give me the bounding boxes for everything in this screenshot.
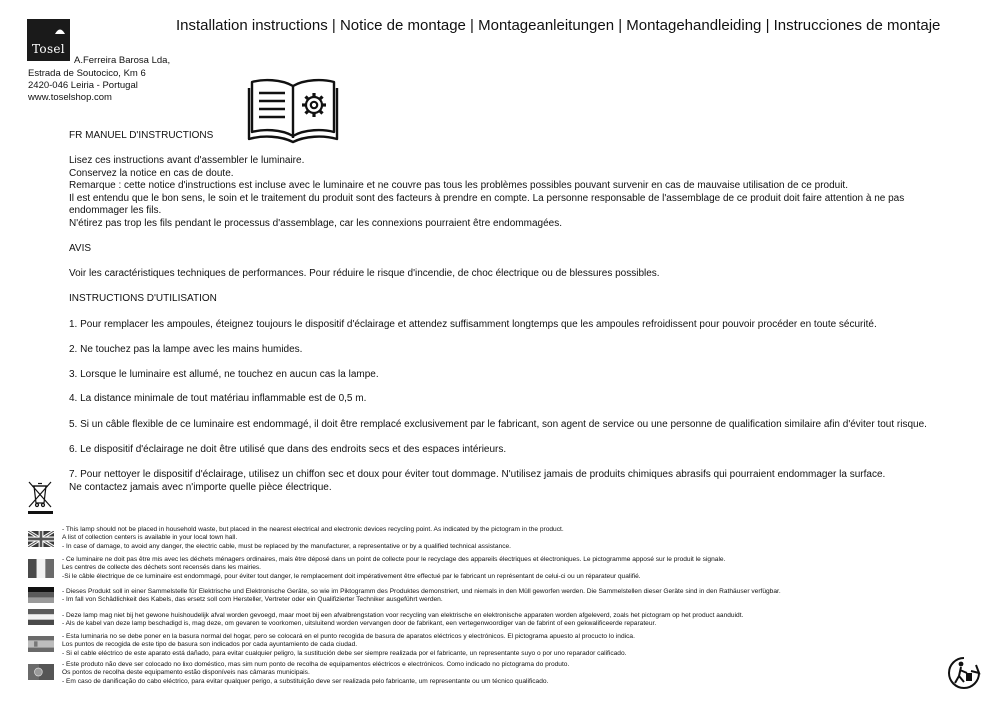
germany-flag-icon	[28, 587, 54, 603]
disposal-line: - This lamp should not be placed in household waste, but placed in the nearest electrical and electronic devices recycling point. As indicated by the pictogram in the product.	[62, 526, 564, 533]
company-website[interactable]: www.toselshop.com	[28, 92, 112, 103]
intro-line: Lisez ces instructions avant d'assembler le luminaire.	[69, 155, 305, 166]
disposal-line: - Este produto não deve ser colocado no lixo doméstico, mas sim num ponto de recolha de equipamentos eléctricos e electrónicos. Como indicado no pictograma do produto.	[62, 661, 570, 668]
avis-heading: AVIS	[69, 243, 92, 254]
company-street: Estrada de Soutocico, Km 6	[28, 68, 146, 79]
disposal-line: Los puntos de recogida de este tipo de basura son indicados por cada ayuntamiento de cada ciudad.	[62, 641, 358, 649]
disposal-fr	[62, 556, 725, 581]
step-7-continued: Ne contactez jamais avec n'importe quelle pièce électrique.	[69, 482, 332, 493]
company-name: A.Ferreira Barosa Lda,	[74, 55, 171, 66]
crossed-bin-icon	[26, 480, 54, 513]
disposal-line: - In case of damage, to avoid any danger, the electric cable, must be replaced by the manufacturer, a representative or by a qualified technical assistance.	[62, 542, 511, 550]
step-5: 5. Si un câble flexible de ce luminaire est endommagé, il doit être remplacé exclusivement par le fabricant, son agent de service ou une personne de qualification similaire afin d'éviter tout risque.	[69, 419, 927, 430]
avis-text: Voir les caractéristiques techniques de performances. Pour réduire le risque d'incendie, de choc électrique ou de blessures possibles.	[69, 268, 660, 279]
step-2: 2. Ne touchez pas la lampe avec les mains humides.	[69, 344, 303, 355]
step-1: 1. Pour remplacer les ampoules, éteignez toujours le dispositif d'éclairage et attendez suffisamment longtemps que les ampoules refroidissent pour pouvoir procéder en toute sécurité.	[69, 319, 877, 330]
disposal-line: - Als de kabel van deze lamp beschadigd is, mag deze, om gevaren te voorkomen, uitsluitend worden vervangen door de fabrikant, een vertegenwoordiger van de fabrint of een gekwalificeerde reparateur.	[62, 620, 657, 628]
france-flag-icon	[28, 559, 54, 578]
lamp-logo-icon	[54, 25, 66, 35]
disposal-en	[62, 526, 564, 551]
disposal-line: Os pontos de recolha deste equipamento estão disponíveis nas câmaras municipais.	[62, 669, 310, 677]
tosel-logo	[27, 19, 70, 61]
intro-line: Conservez la notice en cas de doute.	[69, 167, 234, 179]
company-city: 2420-046 Leiria - Portugal	[28, 80, 138, 91]
manual-heading: FR MANUEL D'INSTRUCTIONS	[69, 130, 214, 141]
book-gear-icon	[247, 76, 339, 151]
disposal-line: -Si le câble électrique de ce luminaire est endommagé, pour éviter tout danger, le remplacement doit impérativement être effectué par le fabricant un représentant de celui-ci ou un réparateur qualifié.	[62, 572, 641, 580]
disposal-nl	[62, 612, 743, 629]
step-4: 4. La distance minimale de tout matériau inflammable est de 0,5 m.	[69, 393, 367, 404]
disposal-pt	[62, 661, 569, 686]
intro-line: Il est entendu que le bon sens, le soin et le traitement du produit sont des facteurs à prendre en compte. La personne responsable de l'assemblage de ce produit doit faire attention à ne pas	[69, 192, 905, 204]
disposal-line: - Dieses Produkt soll in einer Sammelstelle für Elektrische und Elektronische Geräte, so wie im Piktogramm des Produktes demonstriert, und niemals in den Müll geworfen werden. Die Sammelstellen dieser Geräte sind in den Rathäuser verfügbar.	[62, 588, 781, 595]
step-6: 6. Le dispositif d'éclairage ne doit être utilisé que dans des endroits secs et des espaces intérieurs.	[69, 444, 507, 455]
disposal-line: - Deze lamp mag niet bij het gewone huishoudelijk afval worden gevoegd, maar moet bij een afvalbrengstation voor recycling van elektrische en elektronische apparaten worden afgeleverd, zoals het pictogram op het product aanduidt.	[62, 612, 744, 619]
spain-flag-icon	[28, 636, 54, 652]
logo-text: Tosel	[32, 42, 65, 56]
weee-bar	[28, 511, 53, 514]
disposal-line: - Si el cable eléctrico de este aparato está dañado, para evitar cualquier peligro, la sustitución debe ser siempre realizada por el fabricante, un representante suyo o por uno reparador calificado.	[62, 649, 627, 657]
page-title: Installation instructions | Notice de montage | Montageanleitungen | Montagehandleiding | Instrucciones de montaje	[176, 17, 941, 34]
disposal-de	[62, 588, 781, 605]
recycle-person-icon	[946, 655, 982, 696]
intro-line: N'étirez pas trop les fils pendant le processus d'assemblage, car les connexions pourraient être endommagées.	[69, 217, 562, 229]
disposal-line: - Esta luminaria no se debe poner en la basura normal del hogar, pero se colocará en el punto recogida de basura de aparatos eléctricos y electrónicos. El pictograma apuesto al procucto lo indica.	[62, 633, 635, 640]
step-7: 7. Pour nettoyer le dispositif d'éclairage, utilisez un chiffon sec et doux pour éviter tout dommage. N'utilisez jamais de produits chimiques abrasifs qui pourraient endommager la surface.	[69, 469, 886, 480]
disposal-line: A list of collection centers is available in your local town hall.	[62, 534, 238, 542]
netherlands-flag-icon	[28, 609, 54, 625]
uk-flag-icon	[28, 531, 54, 547]
disposal-line: - Im fall von Schädlichkeit des Kabels, das ersetz soll com Hersteller, Vertreter oder ein Qualifizierter Techniker ausgeführt werden.	[62, 596, 443, 604]
usage-heading: INSTRUCTIONS D'UTILISATION	[69, 293, 217, 304]
intro-line: endommager les fils.	[69, 205, 162, 217]
portugal-flag-icon	[28, 664, 54, 680]
disposal-line: Les centres de collecte des déchets sont recensés dans les mairies.	[62, 564, 262, 572]
intro-line: Remarque : cette notice d'instructions est incluse avec le luminaire et ne couvre pas tous les problèmes possibles pouvant survenir en cas de mauvaise utilisation de ce produit.	[69, 180, 848, 192]
manual-intro	[69, 155, 969, 231]
step-3: 3. Lorsque le luminaire est allumé, ne touchez en aucun cas la lampe.	[69, 369, 379, 380]
disposal-es	[62, 633, 635, 658]
disposal-line: - Ce luminaire ne doit pas être mis avec les déchets ménagers ordinaires, mais être déposé dans un point de collecte pour le recyclage des appareils électriques et électroniques. Le pictogramme apposé sur le produit le signale.	[62, 556, 726, 563]
disposal-line: - Em caso de danificação do cabo eléctrico, para evitar qualquer perigo, a substituição deve ser realizada pelo fabricante, um representante ou um técnico qualificado.	[62, 677, 549, 685]
